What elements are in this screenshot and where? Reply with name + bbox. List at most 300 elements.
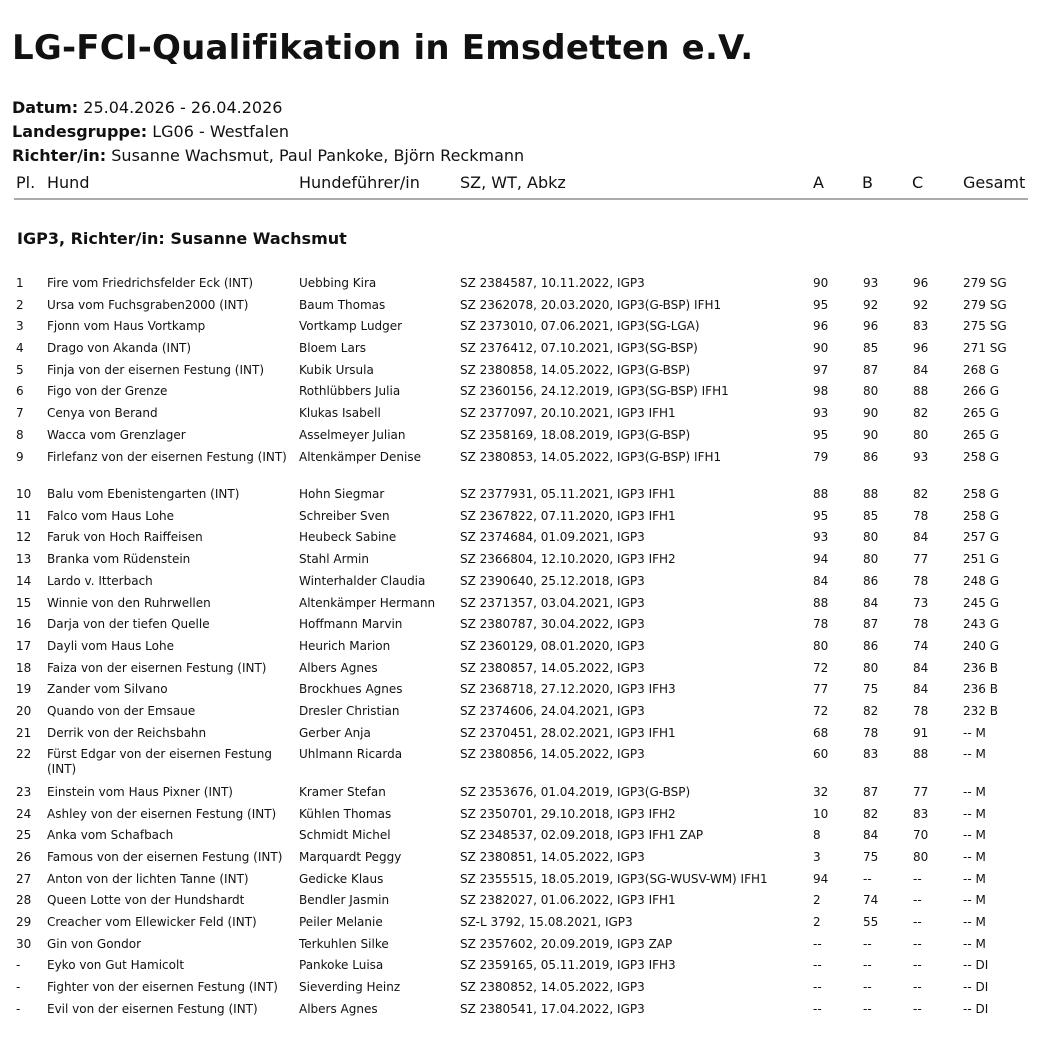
table-row [0,298,1042,320]
column-header-sz: SZ, WT, Abkz [460,173,566,192]
placing-cell: 6 [16,384,24,399]
table-row [0,828,1042,850]
dog-name-cell: Firlefanz von der eisernen Festung (INT) [47,449,287,464]
table-row [0,406,1042,428]
score-b-cell: 84 [863,595,879,610]
score-a-cell: 98 [813,384,829,399]
table-row [0,487,1042,509]
table-row [0,850,1042,872]
score-a-cell: 68 [813,725,829,740]
registration-cell: SZ 2370451, 28.02.2021, IGP3 IFH1 [460,725,676,740]
table-row [0,552,1042,574]
score-b-cell: 80 [863,552,879,567]
score-b-cell: -- [863,980,872,995]
registration-cell: SZ 2380852, 14.05.2022, IGP3 [460,980,645,995]
table-row [0,617,1042,639]
score-b-cell: 80 [863,530,879,545]
score-c-cell: 88 [913,747,929,762]
score-a-cell: 78 [813,617,829,632]
registration-cell: SZ 2377097, 20.10.2021, IGP3 IFH1 [460,406,676,421]
score-a-cell: 32 [813,784,829,799]
table-row [0,509,1042,531]
registration-cell: SZ 2357602, 20.09.2019, IGP3 ZAP [460,936,673,951]
score-a-cell: 10 [813,806,829,821]
score-a-cell: -- [813,958,822,973]
score-a-cell: 72 [813,660,829,675]
table-row [0,682,1042,704]
total-cell: 232 B [963,703,998,718]
score-c-cell: 83 [913,319,929,334]
total-cell: 236 B [963,682,998,697]
score-a-cell: -- [813,1001,822,1016]
handler-cell: Sieverding Heinz [299,980,401,995]
handler-cell: Terkuhlen Silke [299,936,389,951]
registration-cell: SZ 2390640, 25.12.2018, IGP3 [460,573,645,588]
score-c-cell: 77 [913,552,929,567]
placing-cell: 14 [16,573,32,588]
score-b-cell: 78 [863,725,879,740]
score-a-cell: 2 [813,893,821,908]
score-c-cell: 96 [913,341,929,356]
total-cell: 258 G [963,508,1000,523]
score-b-cell: 90 [863,427,879,442]
handler-cell: Bloem Lars [299,341,367,356]
score-c-cell: 78 [913,617,929,632]
handler-cell: Schmidt Michel [299,828,391,843]
landesgruppe-line [12,122,289,141]
registration-cell: SZ 2371357, 03.04.2021, IGP3 [460,595,645,610]
handler-cell: Rothlübbers Julia [299,384,401,399]
richter-line [12,146,524,165]
handler-cell: Heurich Marion [299,638,391,653]
registration-cell: SZ 2376412, 07.10.2021, IGP3(SG-BSP) [460,341,698,356]
total-cell: -- M [963,828,986,843]
table-row [0,937,1042,959]
total-cell: -- M [963,893,986,908]
score-a-cell: 94 [813,552,829,567]
total-cell: 240 G [963,638,1000,653]
score-b-cell: 82 [863,703,879,718]
handler-cell: Bendler Jasmin [299,893,390,908]
placing-cell: 10 [16,487,32,502]
table-row [0,341,1042,363]
handler-cell: Asselmeyer Julian [299,427,406,442]
registration-cell: SZ 2358169, 18.08.2019, IGP3(G-BSP) [460,427,691,442]
registration-cell: SZ 2374684, 01.09.2021, IGP3 [460,530,645,545]
dog-name-cell: Branka vom Rüdenstein [47,552,191,567]
score-a-cell: 88 [813,487,829,502]
dog-name-cell: Cenya von Berand [47,406,158,421]
dog-name-cell: Drago von Akanda (INT) [47,341,192,356]
dog-name-cell: Darja von der tiefen Quelle [47,617,210,632]
placing-cell: - [16,1001,21,1016]
dog-name-cell: Faruk von Hoch Raiffeisen [47,530,203,545]
score-b-cell: 82 [863,806,879,821]
total-cell: 275 SG [963,319,1007,334]
table-row [0,958,1042,980]
placing-cell: - [16,958,21,973]
placing-cell: 30 [16,936,32,951]
score-b-cell: 86 [863,573,879,588]
handler-cell: Baum Thomas [299,297,386,312]
dog-name-cell: Creacher vom Ellewicker Feld (INT) [47,915,257,930]
column-header-hundefuehrer: Hundeführer/in [299,173,420,192]
table-row [0,319,1042,341]
score-b-cell: 86 [863,638,879,653]
score-c-cell: -- [913,980,922,995]
total-cell: 243 G [963,617,1000,632]
table-row [0,872,1042,894]
score-c-cell: 77 [913,784,929,799]
total-cell: 236 B [963,660,998,675]
score-c-cell: -- [913,936,922,951]
total-cell: -- M [963,747,986,762]
table-row [0,574,1042,596]
placing-cell: 15 [16,595,32,610]
table-row [0,980,1042,1002]
handler-cell: Hohn Siegmar [299,487,385,502]
score-a-cell: 72 [813,703,829,718]
total-cell: -- DI [963,958,989,973]
score-c-cell: 84 [913,660,929,675]
handler-cell: Heubeck Sabine [299,530,397,545]
table-row [0,661,1042,683]
score-a-cell: -- [813,936,822,951]
score-a-cell: 96 [813,319,829,334]
header-divider [14,198,1028,200]
score-b-cell: 80 [863,660,879,675]
dog-name-cell: Fighter von der eisernen Festung (INT) [47,980,278,995]
score-a-cell: 90 [813,276,829,290]
total-cell: 268 G [963,362,1000,377]
score-c-cell: 78 [913,508,929,523]
placing-cell: - [16,980,21,995]
placing-cell: 27 [16,871,32,886]
score-c-cell: 91 [913,725,929,740]
dog-name-cell: Figo von der Grenze [47,384,168,399]
placing-cell: 26 [16,850,32,864]
handler-cell: Stahl Armin [299,552,369,567]
score-c-cell: -- [913,1001,922,1016]
placing-cell: 21 [16,725,32,740]
score-c-cell: 80 [913,850,929,864]
placing-cell: 19 [16,682,32,697]
total-cell: 251 G [963,552,1000,567]
table-row [0,915,1042,937]
table-row [0,785,1042,807]
column-header-c: C [912,173,924,192]
score-c-cell: 74 [913,638,929,653]
score-b-cell: 87 [863,784,879,799]
score-c-cell: 88 [913,384,929,399]
placing-cell: 28 [16,893,32,908]
score-b-cell: 96 [863,319,879,334]
placing-cell: 25 [16,828,32,843]
handler-cell: Altenkämper Denise [299,449,421,464]
table-row [0,893,1042,915]
total-cell: -- DI [963,980,989,995]
handler-cell: Peiler Melanie [299,915,383,930]
handler-cell: Dresler Christian [299,703,400,718]
score-c-cell: 82 [913,487,929,502]
results-table [0,276,1042,1024]
dog-name-cell: Famous von der eisernen Festung (INT) [47,850,283,864]
registration-cell: SZ 2377931, 05.11.2021, IGP3 IFH1 [460,487,676,502]
column-header-b: B [862,173,873,192]
registration-cell: SZ 2362078, 20.03.2020, IGP3(G-BSP) IFH1 [460,297,722,312]
section-title: IGP3, Richter/in: Susanne Wachsmut [17,229,347,248]
score-c-cell: -- [913,893,922,908]
total-cell: 245 G [963,595,1000,610]
dog-name-cell: Dayli vom Haus Lohe [47,638,174,653]
score-c-cell: 73 [913,595,929,610]
dog-name-cell: Quando von der Emsaue [47,703,196,718]
score-a-cell: 84 [813,573,829,588]
registration-cell: SZ 2380858, 14.05.2022, IGP3(G-BSP) [460,362,691,377]
score-b-cell: 84 [863,828,879,843]
score-a-cell: 8 [813,828,821,843]
placing-cell: 7 [16,406,24,421]
score-b-cell: 90 [863,406,879,421]
score-c-cell: -- [913,958,922,973]
placing-cell: 22 [16,747,32,762]
score-a-cell: 79 [813,449,829,464]
score-c-cell: 96 [913,276,929,290]
score-a-cell: 77 [813,682,829,697]
handler-cell: Kramer Stefan [299,784,386,799]
handler-cell: Vortkamp Ludger [299,319,403,334]
handler-cell: Uebbing Kira [299,276,377,290]
handler-cell: Hoffmann Marvin [299,617,403,632]
table-row [0,276,1042,298]
table-row [0,596,1042,618]
score-c-cell: 82 [913,406,929,421]
score-b-cell: 85 [863,341,879,356]
placing-cell: 2 [16,297,24,312]
placing-cell: 20 [16,703,32,718]
score-a-cell: 95 [813,508,829,523]
dog-name-cell: Faiza von der eisernen Festung (INT) [47,660,267,675]
table-row [0,530,1042,552]
score-b-cell: -- [863,871,872,886]
score-b-cell: 87 [863,362,879,377]
score-b-cell: 87 [863,617,879,632]
placing-cell: 11 [16,508,32,523]
score-c-cell: 84 [913,362,929,377]
score-b-cell: 80 [863,384,879,399]
table-row [0,747,1042,785]
handler-cell: Klukas Isabell [299,406,381,421]
dog-name-cell: Eyko von Gut Hamicolt [47,958,185,973]
table-row [0,639,1042,661]
placing-cell: 18 [16,660,32,675]
total-cell: -- DI [963,1001,989,1016]
placing-cell: 9 [16,449,24,464]
score-a-cell: 94 [813,871,829,886]
score-a-cell: 88 [813,595,829,610]
dog-name-cell: Anka vom Schafbach [47,828,174,843]
dog-name-cell: Fürst Edgar von der eisernen Festung (INT) [47,747,272,777]
score-c-cell: 80 [913,427,929,442]
table-row [0,450,1042,488]
total-cell: -- M [963,871,986,886]
dog-name-cell: Fjonn vom Haus Vortkamp [47,319,206,334]
placing-cell: 16 [16,617,32,632]
table-row [0,726,1042,748]
registration-cell: SZ 2384587, 10.11.2022, IGP3 [460,276,645,290]
score-c-cell: 70 [913,828,929,843]
total-cell: -- M [963,936,986,951]
total-cell: 265 G [963,406,1000,421]
score-a-cell: 95 [813,427,829,442]
dog-name-cell: Evil von der eisernen Festung (INT) [47,1001,258,1016]
landesgruppe-value: LG06 - Westfalen [147,122,290,141]
total-cell: 279 SG [963,276,1007,290]
registration-cell: SZ 2380856, 14.05.2022, IGP3 [460,747,645,762]
registration-cell: SZ 2360129, 08.01.2020, IGP3 [460,638,645,653]
registration-cell: SZ 2374606, 24.04.2021, IGP3 [460,703,645,718]
score-c-cell: 92 [913,297,929,312]
score-a-cell: 93 [813,406,829,421]
score-a-cell: 93 [813,530,829,545]
score-a-cell: 90 [813,341,829,356]
registration-cell: SZ-L 3792, 15.08.2021, IGP3 [460,915,633,930]
score-b-cell: 75 [863,850,879,864]
placing-cell: 29 [16,915,32,930]
score-b-cell: 74 [863,893,879,908]
placing-cell: 12 [16,530,32,545]
registration-cell: SZ 2348537, 02.09.2018, IGP3 IFH1 ZAP [460,828,704,843]
handler-cell: Gerber Anja [299,725,371,740]
score-b-cell: 88 [863,487,879,502]
score-c-cell: 84 [913,530,929,545]
total-cell: 271 SG [963,341,1007,356]
table-row [0,384,1042,406]
score-c-cell: 78 [913,573,929,588]
registration-cell: SZ 2373010, 07.06.2021, IGP3(SG-LGA) [460,319,700,334]
total-cell: -- M [963,784,986,799]
registration-cell: SZ 2366804, 12.10.2020, IGP3 IFH2 [460,552,676,567]
score-b-cell: -- [863,1001,872,1016]
dog-name-cell: Falco vom Haus Lohe [47,508,175,523]
dog-name-cell: Zander vom Silvano [47,682,168,697]
score-b-cell: 85 [863,508,879,523]
dog-name-cell: Lardo v. Itterbach [47,573,153,588]
score-b-cell: -- [863,958,872,973]
table-row [0,1002,1042,1024]
score-a-cell: 2 [813,915,821,930]
dog-name-cell: Anton von der lichten Tanne (INT) [47,871,249,886]
registration-cell: SZ 2380851, 14.05.2022, IGP3 [460,850,645,864]
column-header-pl: Pl. [16,173,36,192]
score-a-cell: 97 [813,362,829,377]
score-c-cell: -- [913,871,922,886]
total-cell: 248 G [963,573,1000,588]
datum-value: 25.04.2026 - 26.04.2026 [78,98,283,117]
score-c-cell: 78 [913,703,929,718]
handler-cell: Brockhues Agnes [299,682,403,697]
dog-name-cell: Balu vom Ebenistengarten (INT) [47,487,240,502]
handler-cell: Albers Agnes [299,1001,378,1016]
placing-cell: 3 [16,319,24,334]
total-cell: 266 G [963,384,1000,399]
dog-name-cell: Gin von Gondor [47,936,142,951]
table-row [0,428,1042,450]
score-b-cell: -- [863,936,872,951]
dog-name-cell: Ursa vom Fuchsgraben2000 (INT) [47,297,249,312]
handler-cell: Kühlen Thomas [299,806,392,821]
registration-cell: SZ 2382027, 01.06.2022, IGP3 IFH1 [460,893,676,908]
table-row [0,363,1042,385]
total-cell: -- M [963,850,986,864]
column-header-hund: Hund [47,173,90,192]
table-row [0,807,1042,829]
placing-cell: 13 [16,552,32,567]
handler-cell: Pankoke Luisa [299,958,384,973]
handler-cell: Gedicke Klaus [299,871,384,886]
dog-name-cell: Fire vom Friedrichsfelder Eck (INT) [47,276,254,290]
dog-name-cell: Einstein vom Haus Pixner (INT) [47,784,233,799]
dog-name-cell: Queen Lotte von der Hundshardt [47,893,245,908]
score-c-cell: -- [913,915,922,930]
registration-cell: SZ 2380857, 14.05.2022, IGP3 [460,660,645,675]
score-c-cell: 93 [913,449,929,464]
total-cell: 258 G [963,487,1000,502]
placing-cell: 4 [16,341,24,356]
dog-name-cell: Wacca vom Grenzlager [47,427,186,442]
datum-label: Datum: [12,98,79,117]
score-a-cell: -- [813,980,822,995]
placing-cell: 5 [16,362,24,377]
datum-line [12,98,282,117]
handler-cell: Schreiber Sven [299,508,390,523]
placing-cell: 23 [16,784,32,799]
dog-name-cell: Winnie von den Ruhrwellen [47,595,211,610]
placing-cell: 24 [16,806,32,821]
handler-cell: Kubik Ursula [299,362,374,377]
registration-cell: SZ 2368718, 27.12.2020, IGP3 IFH3 [460,682,676,697]
registration-cell: SZ 2380541, 17.04.2022, IGP3 [460,1001,645,1016]
score-a-cell: 95 [813,297,829,312]
handler-cell: Marquardt Peggy [299,850,402,864]
total-cell: 279 SG [963,297,1007,312]
score-a-cell: 60 [813,747,829,762]
total-cell: 265 G [963,427,1000,442]
placing-cell: 17 [16,638,32,653]
total-cell: -- M [963,915,986,930]
column-header-gesamt: Gesamt [963,173,1026,192]
score-c-cell: 84 [913,682,929,697]
score-c-cell: 83 [913,806,929,821]
score-b-cell: 83 [863,747,879,762]
handler-cell: Uhlmann Ricarda [299,747,403,762]
handler-cell: Albers Agnes [299,660,378,675]
landesgruppe-label: Landesgruppe: [12,122,148,141]
registration-cell: SZ 2360156, 24.12.2019, IGP3(SG-BSP) IFH1 [460,384,729,399]
registration-cell: SZ 2380787, 30.04.2022, IGP3 [460,617,645,632]
dog-name-cell: Derrik von der Reichsbahn [47,725,207,740]
score-b-cell: 75 [863,682,879,697]
score-b-cell: 92 [863,297,879,312]
registration-cell: SZ 2359165, 05.11.2019, IGP3 IFH3 [460,958,676,973]
column-header-a: A [813,173,824,192]
handler-cell: Winterhalder Claudia [299,573,426,588]
richter-label: Richter/in: [12,146,107,165]
registration-cell: SZ 2350701, 29.10.2018, IGP3 IFH2 [460,806,676,821]
score-a-cell: 80 [813,638,829,653]
richter-value: Susanne Wachsmut, Paul Pankoke, Björn Reckmann [106,146,525,165]
score-b-cell: 55 [863,915,879,930]
